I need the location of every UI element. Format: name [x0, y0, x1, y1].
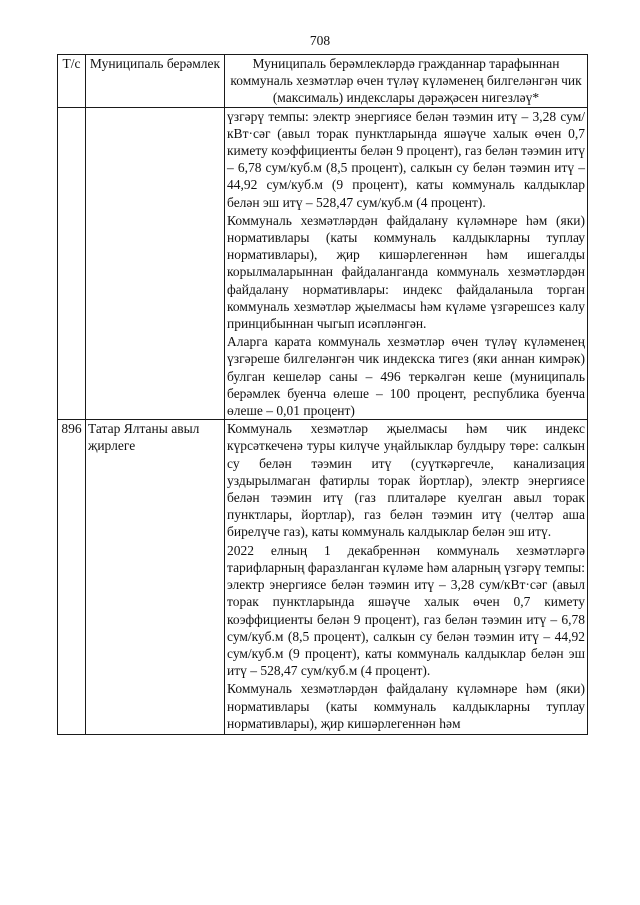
table-row-continued: [58, 107, 588, 420]
paragraph: Коммуналь хезмәтләр җыелмасы һәм чик индекс күрсәткеченә туры килүче уңайлыклар булдыру төре: салкын су белән тәэмин итү (суүткәргечле, канализация уздырылмаган фатирлы торак йортлар), электр энергиясе белән тәэмин итү (газ плиталәре куелган авыл торак пунктлары, йортлар), газ белән тәэмин итү (челтәр аша бирелүче газ), каты коммуналь калдыклар белән эш итү.: [227, 421, 585, 540]
paragraph: Коммуналь хезмәтләрдән файдалану күләмнәре һәм (яки) нормативлары (каты коммуналь калдыкларны туплау нормативлары), җир кишәрлегеннән һәм ишегалды корылмаларыннан файдаланганда коммуналь хезмәтләрдән файдалану нормативлары: индекс файдаланыла торган коммуналь хезмәтләр җыелмасы һәм күләме үзгәрешсез калу принцибыннан чыгып исәпләнгән.: [227, 212, 585, 332]
table-header-row: [58, 55, 588, 108]
paragraph: үзгәрү темпы: электр энергиясе белән тәэмин итү – 3,28 сум/кВт·сәг (авыл торак пунктларында яшәүче халык өчен 0,7 кимету коэффициенты белән 9 процент), газ белән тәэмин итү – 6,78 сум/куб.м (8,5 процент), салкын су белән тәэмин итү – 44,92 сум/куб.м (9 процент), каты коммуналь калдыклар белән эш итү – 528,47 сум/куб.м (4 процент).: [227, 108, 585, 210]
continued-number-cell: [58, 107, 86, 420]
municipal-index-table: [57, 54, 588, 735]
table-row-896: [58, 420, 588, 735]
paragraph: 2022 елның 1 декабреннән коммуналь хезмәтләргә тарифларның фаразланган күләме һәм аларның үзгәрү темпы: электр энергиясе белән тәэмин итү – 3,28 сум/кВт·сәг (авыл торак пунктларында яшәүче халык өчен 0,7 кимету коэффициенты белән 9 процент), газ белән тәэмин итү – 6,78 сум/куб.м (8,5 процент), салкын су белән тәэмин итү – 44,92 сум/куб.м (9 процент), каты коммуналь калдыклар белән эш итү – 528,47 сум/куб.м (4 процент).: [227, 542, 585, 679]
paragraph: Коммуналь хезмәтләрдән файдалану күләмнәре һәм (яки) нормативлары (каты коммуналь калдыкларны туплау нормативлары), җир кишәрлегеннән һәм: [227, 681, 585, 731]
paragraph: Аларга карата коммуналь хезмәтләр өчен түләү күләменең үзгәреше билгеләнгән чик индекска тигез (яки аннан кимрәк) булган кешеләр саны – 496 теркәлгән кеше (муниципаль берәмлек буенча өлеше – 100 процент, республика буенча өлеше – 0,01 процент): [227, 334, 585, 419]
page-number: 708: [309, 33, 331, 48]
continued-description-cell: [225, 107, 588, 420]
row-number: 896: [58, 420, 86, 735]
header-municipality: Муниципаль берәмлек: [86, 55, 225, 108]
header-number: Т/с: [58, 55, 86, 108]
continued-municipality-cell: [86, 107, 225, 420]
row-description-cell: [225, 420, 588, 735]
header-index-justification: Муниципаль берәмлекләрдә гражданнар тарафыннан коммуналь хезмәтләр өчен түләү күләменең билгеләнгән чик (максималь) индекслары дәрәҗәсен нигезләү*: [225, 55, 588, 108]
municipality-name: Татар Ялтаны авыл җирлеге: [86, 420, 225, 735]
